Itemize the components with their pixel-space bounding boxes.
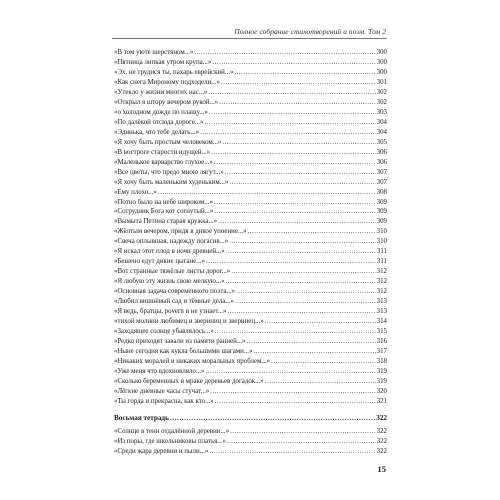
- toc-entry: [114, 247, 387, 257]
- toc-entry-page: 312: [376, 278, 387, 286]
- toc-entry-title: «Жёлтым вечером, придя в дикое упоение...»: [114, 228, 247, 236]
- toc-entry: [114, 58, 387, 68]
- leader-dots: [222, 138, 375, 148]
- leader-dots: [215, 397, 376, 407]
- leader-dots: [214, 207, 375, 217]
- toc-entry-title: «Вымыта Петина старая кружка...»: [114, 218, 218, 226]
- toc-entry-page: 308: [376, 188, 387, 196]
- leader-dots: [229, 178, 375, 188]
- leader-dots: [158, 188, 376, 198]
- toc-entry-title: «тихой молнии любимец и звериниц и зверинец...»: [114, 318, 264, 326]
- leader-dots: [210, 387, 375, 397]
- toc-entry: [114, 257, 387, 267]
- toc-entry: [114, 297, 387, 307]
- leader-dots: [230, 427, 376, 437]
- toc-entry: [114, 138, 387, 148]
- toc-entry: [114, 217, 387, 227]
- toc-entry-page: 306: [376, 148, 387, 156]
- toc-entry: [114, 128, 387, 138]
- toc-entry: [114, 158, 387, 168]
- toc-entry-title: «Открыл я штору вечером рукой...»: [114, 98, 219, 106]
- toc-entry-title: «Никаких моралей и никаких моральных проблем...»: [114, 358, 271, 366]
- leader-dots: [194, 48, 375, 58]
- toc-entry-page: 307: [376, 178, 387, 186]
- page-number: 15: [377, 464, 386, 474]
- toc-section-entry-list: [114, 427, 387, 457]
- toc-entry-page: 313: [376, 308, 387, 316]
- toc-entry: [114, 277, 387, 287]
- leader-dots: [204, 118, 375, 128]
- toc-entry: [114, 227, 387, 237]
- toc-entry-title: «Бешено едут дикие цыгане...»: [114, 258, 205, 266]
- toc-entry: [114, 387, 387, 397]
- toc-entry-page: 304: [376, 118, 387, 126]
- toc-entry-title: «Ныне сегодня как кукла большими шагами...»: [114, 348, 253, 356]
- toc-entry-page: 319: [376, 367, 387, 375]
- toc-entry-page: 318: [376, 358, 387, 366]
- toc-entry-title: «Эх, не трудися ты, пахарь еврейский...»: [114, 68, 234, 76]
- toc-entry: [114, 198, 387, 208]
- leader-dots: [235, 297, 376, 307]
- toc-entry-title: «Я хочу быть простым человеком...»: [114, 138, 222, 146]
- leader-dots: [234, 68, 375, 78]
- leader-dots: [227, 307, 375, 317]
- toc-entry-list: [114, 48, 387, 407]
- leader-dots: [226, 277, 376, 287]
- toc-entry-title: «Основная задача современного поэта...»: [114, 288, 236, 296]
- toc-entry-page: 300: [376, 58, 387, 66]
- toc-entry: [114, 267, 387, 277]
- leader-dots: [229, 237, 375, 247]
- leader-dots: [271, 357, 376, 367]
- toc-entry-title: «По далёкой отсюда дороге...»: [114, 118, 204, 126]
- table-of-contents: [114, 48, 387, 457]
- toc-entry-title: «Маленькое варварство глухое...»: [114, 158, 213, 166]
- toc-section-heading: [114, 412, 387, 425]
- toc-entry: [114, 48, 387, 58]
- leader-dots: [248, 227, 376, 237]
- toc-entry-title: «Вот странные тяжёлые листы дорог...»: [114, 268, 231, 276]
- toc-entry-title: «Как снега Мироному подходели...»: [114, 78, 220, 86]
- leader-dots: [253, 347, 375, 357]
- leader-dots: [231, 267, 375, 277]
- toc-entry-page: 309: [376, 218, 387, 226]
- toc-entry: [114, 208, 387, 218]
- toc-entry: [114, 148, 387, 158]
- toc-entry-page: 309: [376, 198, 387, 206]
- toc-entry-page: 306: [376, 158, 387, 166]
- toc-entry-title: «Редко приходят завали из памяти ранней...»: [114, 338, 246, 346]
- toc-entry: [114, 188, 387, 198]
- leader-dots: [170, 412, 375, 425]
- toc-entry-title: «Лёгкие дневные часы стучат...»: [114, 387, 210, 395]
- toc-entry-page: 302: [376, 98, 387, 106]
- toc-entry-page: 314: [376, 318, 387, 326]
- section-title: Восьмая тетрадь: [114, 413, 169, 422]
- toc-entry: [114, 437, 387, 447]
- toc-entry: [114, 397, 387, 407]
- leader-dots: [211, 148, 375, 158]
- toc-entry-title: «Все цветы, что предо мною лягут...»: [114, 168, 224, 176]
- leader-dots: [225, 168, 376, 178]
- leader-dots: [218, 217, 376, 227]
- toc-entry-title: «В том уюте шерстяном...»: [114, 48, 194, 56]
- toc-entry: [114, 88, 387, 98]
- toc-entry-page: 303: [376, 108, 387, 116]
- toc-entry-title: «Утекло у жизни многих нас...»: [114, 88, 208, 96]
- leader-dots: [227, 437, 376, 447]
- leader-dots: [265, 317, 376, 327]
- toc-entry-page: 311: [376, 248, 387, 256]
- toc-entry-page: 321: [376, 397, 387, 405]
- toc-entry: [114, 367, 387, 377]
- toc-entry: [114, 377, 387, 387]
- toc-entry-page: 300: [376, 68, 387, 76]
- leader-dots: [214, 158, 376, 168]
- toc-entry-title: «Пятница липкая утром крупа...»: [114, 58, 212, 66]
- toc-entry-page: 307: [376, 168, 387, 176]
- toc-entry-title: «Я ведь, братцы, povern и не узнает...»: [114, 308, 227, 316]
- toc-entry: [114, 68, 387, 78]
- leader-dots: [236, 287, 376, 297]
- toc-entry-title: «Уже меня что вдохновляло...»: [114, 367, 205, 375]
- toc-entry: [114, 357, 387, 367]
- toc-entry: [114, 168, 387, 178]
- header-rule: [112, 38, 387, 39]
- toc-entry-title: «Эдинька, что тебе делать...»: [114, 128, 200, 136]
- toc-entry-title: «Любил вишнёвый сад и тёмные дела...»: [114, 298, 234, 306]
- toc-entry-page: 300: [376, 48, 387, 56]
- toc-entry-page: 316: [376, 338, 387, 346]
- toc-entry-page: 319: [376, 377, 387, 385]
- section-page: 322: [376, 413, 387, 422]
- leader-dots: [200, 128, 376, 138]
- leader-dots: [205, 367, 375, 377]
- toc-entry-page: 310: [376, 228, 387, 236]
- leader-dots: [209, 108, 376, 118]
- toc-entry-page: 311: [376, 258, 387, 266]
- toc-entry-page: 301: [376, 78, 387, 86]
- toc-entry-title: «В востроге старости идущей...»: [114, 148, 211, 156]
- leader-dots: [214, 198, 376, 208]
- toc-entry-page: 322: [376, 447, 387, 455]
- toc-entry-title: «Солнце в тени отдалённой деревни...»: [114, 427, 230, 435]
- toc-entry: [114, 447, 387, 457]
- leader-dots: [209, 447, 375, 457]
- toc-entry-page: 322: [376, 437, 387, 445]
- toc-entry-title: «Из поры, где школьниковы платья...»: [114, 437, 226, 445]
- toc-entry-page: 309: [376, 208, 387, 216]
- leader-dots: [265, 377, 376, 387]
- toc-entry-page: 315: [376, 328, 387, 336]
- toc-entry-page: 312: [376, 268, 387, 276]
- leader-dots: [246, 337, 375, 347]
- toc-entry: [114, 78, 387, 88]
- toc-entry: [114, 287, 387, 297]
- leader-dots: [226, 247, 376, 257]
- toc-entry-title: «Я хочу быть маленьким худеньким...»: [114, 178, 229, 186]
- toc-entry-title: «Среди жара деревни и пыли...»: [114, 447, 209, 455]
- leader-dots: [215, 327, 376, 337]
- toc-entry: [114, 108, 387, 118]
- leader-dots: [206, 257, 376, 267]
- leader-dots: [212, 58, 375, 68]
- toc-entry-title: «Я искал этот плод в ночи древней...»: [114, 248, 225, 256]
- toc-entry-title: «Сотрудник Бога кот согнутый...»: [114, 208, 214, 216]
- toc-entry-title: «Ты горда и прекрасна, как кто...»: [114, 397, 214, 405]
- toc-entry-title: «Заходящее солнце убавлялось...»: [114, 328, 214, 336]
- toc-entry-title: «Свеча оплывшая, надежду погасив...»: [114, 238, 229, 246]
- toc-entry: [114, 427, 387, 437]
- toc-entry-page: 304: [376, 128, 387, 136]
- toc-entry-page: 317: [376, 348, 387, 356]
- toc-entry-page: 310: [376, 238, 387, 246]
- toc-entry-page: 313: [376, 298, 387, 306]
- leader-dots: [219, 98, 376, 108]
- leader-dots: [221, 78, 376, 88]
- toc-entry-page: 302: [376, 88, 387, 96]
- toc-entry-page: 320: [376, 387, 387, 395]
- toc-entry-title: «Ему плохо...»: [114, 188, 157, 196]
- toc-entry: [114, 317, 387, 327]
- toc-entry: [114, 307, 387, 317]
- toc-entry-title: «Сколько беременных в мраке деревьев догадок...»: [114, 377, 264, 385]
- toc-entry-page: 322: [376, 427, 387, 435]
- toc-entry: [114, 327, 387, 337]
- toc-entry-title: «о холодном дожде по плащу...»: [114, 108, 208, 116]
- toc-entry-page: 305: [376, 138, 387, 146]
- toc-entry: [114, 98, 387, 108]
- toc-entry-title: «Я любую эту жизнь свою мелкую...»: [114, 278, 225, 286]
- toc-entry: [114, 118, 387, 128]
- toc-entry: [114, 237, 387, 247]
- running-head: Полное собрание стихотворений и поэм. Том 2: [234, 27, 386, 36]
- toc-entry-page: 312: [376, 288, 387, 296]
- toc-entry: [114, 337, 387, 347]
- toc-entry: [114, 178, 387, 188]
- leader-dots: [208, 88, 375, 98]
- toc-entry-title: «Потно было на небе широком...»: [114, 198, 213, 206]
- toc-entry: [114, 347, 387, 357]
